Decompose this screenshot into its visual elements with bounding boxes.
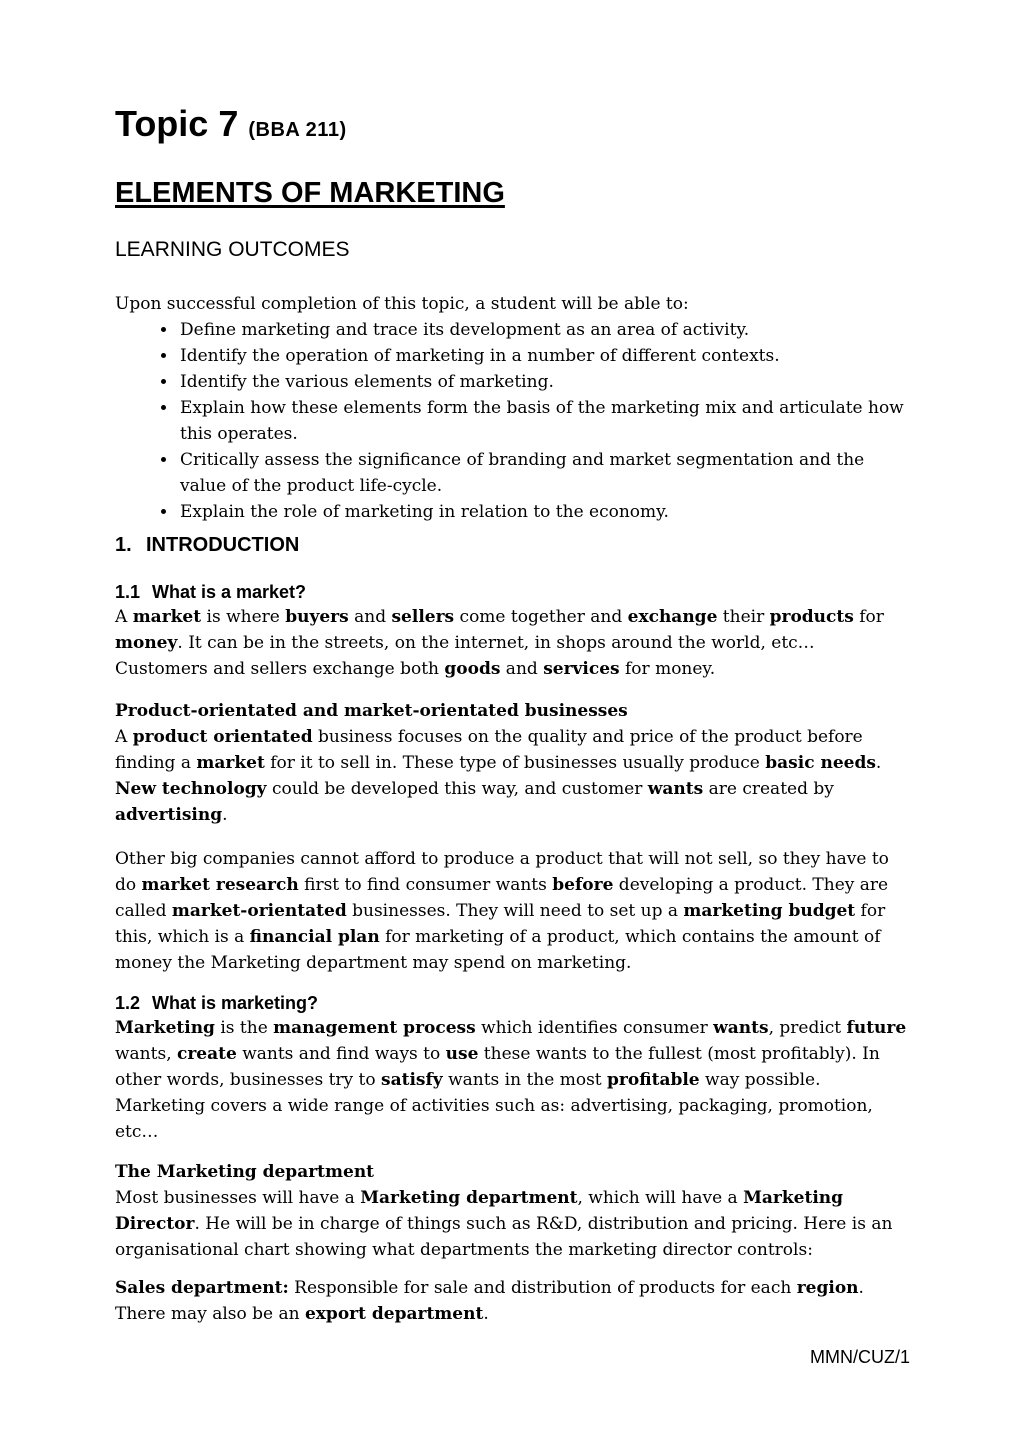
list-item: • Explain how these elements form the basis of the marketing mix and articulate how this operates. [178, 395, 910, 447]
list-item: • Critically assess the significance of branding and market segmentation and the value of the product life-cycle. [178, 447, 910, 499]
product-orientated-block [115, 698, 910, 828]
what-is-marketing-paragraph: Marketing is the management process which identifies consumer wants, predict future wants, create wants and find ways to use these wants to the fullest (most profitably). In other words, businesses try to satisfy wants in the most profitable way possible. Marketing covers a wide range of activities such as: advertising, packaging, promotion, etc… [115, 1018, 907, 1142]
section-1-number: 1. [115, 534, 132, 556]
section-1-heading-text: INTRODUCTION [146, 534, 300, 556]
section-1-heading [115, 533, 910, 557]
learning-outcomes-list [115, 317, 910, 525]
section-1-2-heading [115, 991, 910, 1015]
page-reference: MMN/CUZ/1 [810, 1347, 910, 1367]
section-1-1-heading-text: What is a market? [152, 582, 307, 602]
document-heading-text: ELEMENTS OF MARKETING [115, 177, 505, 209]
product-orientated-heading: Product-orientated and market-orientated businesses [115, 701, 628, 721]
list-item: • Define marketing and trace its development as an area of activity. [178, 317, 910, 343]
what-is-a-market-paragraph: A market is where buyers and sellers come together and exchange their products for money. It can be in the streets, on the internet, in shops around the world, etc… Customers and sellers exchange both goods and services for money. [115, 607, 884, 679]
page-title [115, 104, 910, 150]
marketing-department-paragraph: Most businesses will have a Marketing department, which will have a Marketing Director. He will be in charge of things such as R&D, distribution and pricing. Here is an organisational chart showing what departments the marketing director controls: [115, 1188, 893, 1260]
topic-title: Topic 7 [115, 103, 239, 144]
marketing-department-heading: The Marketing department [115, 1162, 375, 1182]
product-orientated-paragraph: A product orientated business focuses on the quality and price of the product before finding a market for it to sell in. These type of businesses usually produce basic needs. New technology could be developed this way, and customer wants are created by advertising. [115, 727, 882, 825]
section-1-1-number: 1.1 [115, 582, 141, 602]
section-1-2-number: 1.2 [115, 993, 141, 1013]
sales-department-paragraph: Sales department: Responsible for sale and distribution of products for each region. There may also be an export department. [115, 1278, 864, 1324]
list-item: • Identify the operation of marketing in a number of different contexts. [178, 343, 910, 369]
learning-outcomes-lead: Upon successful completion of this topic, a student will be able to: [115, 294, 689, 314]
course-code: (BBA 211) [248, 119, 347, 141]
market-research-paragraph: Other big companies cannot afford to produce a product that will not sell, so they have to do market research first to find consumer wants before developing a product. They are called market-orientated businesses. They will need to set up a marketing budget for this, which is a financial plan for marketing of a product, which contains the amount of money the Marketing department may spend on marketing. [115, 849, 889, 973]
list-item: • Explain the role of marketing in relation to the economy. [178, 499, 910, 525]
list-item: • Identify the various elements of marketing. [178, 369, 910, 395]
learning-outcomes-heading: LEARNING OUTCOMES [115, 238, 350, 261]
section-1-2-heading-text: What is marketing? [152, 993, 319, 1013]
section-1-1-heading [115, 580, 910, 604]
document-heading [115, 176, 910, 210]
marketing-department-block [115, 1159, 910, 1263]
